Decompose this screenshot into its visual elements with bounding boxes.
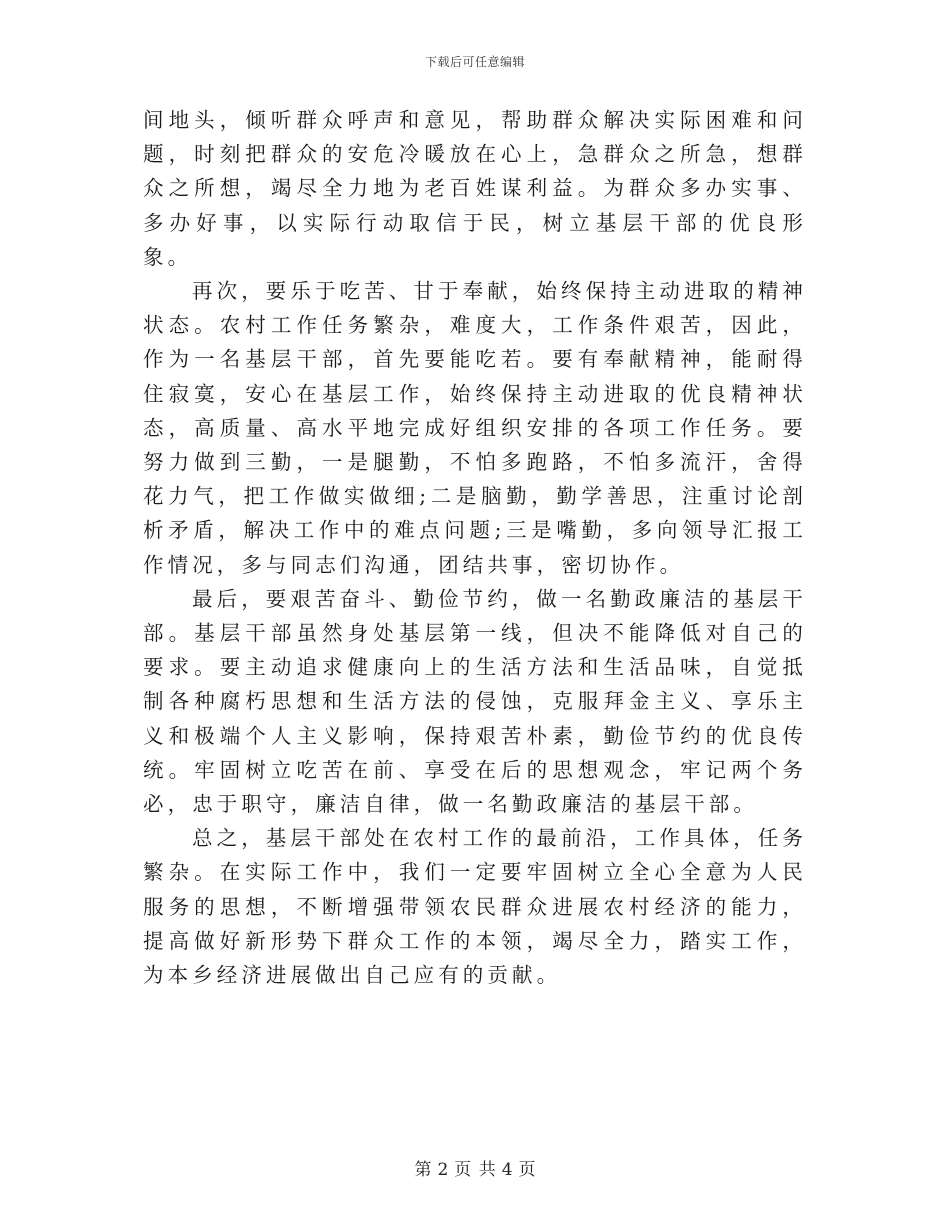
paragraph-conclusion: 总之，基层干部处在农村工作的最前沿，工作具体，任务繁杂。在实际工作中，我们一定要牢固树立全心全意为人民服务的思想，不断增强带领农民群众进展农村经济的能力，提高做好新形势下群众工作的本领，竭尽全力，踏实工作，为本乡经济进展做出自己应有的贡献。: [143, 826, 807, 988]
footer-mid: 页 共: [454, 1160, 496, 1180]
total-pages-number: 4: [501, 1160, 513, 1180]
paragraph-hard-work: 再次，要乐于吃苦、甘于奉献，始终保持主动进取的精神状态。农村工作任务繁杂，难度大，工作条件艰苦，因此，作为一名基层干部，首先要能吃若。要有奉献精神，能耐得住寂寞，安心在基层工作，始终保持主动进取的优良精神状态，高质量、高水平地完成好组织安排的各项工作任务。要努力做到三勤，一是腿勤，不怕多跑路，不怕多流汗，舍得花力气，把工作做实做细;二是脑勤，勤学善思，注重讨论剖析矛盾，解决工作中的难点问题;三是嘴勤，多向领导汇报工作情况，多与同志们沟通，团结共事，密切协作。: [143, 279, 807, 577]
page-footer: [0, 1155, 950, 1180]
footer-suffix: 页: [518, 1160, 536, 1180]
page-header: 下载后可任意编辑: [424, 55, 525, 69]
document-body: [143, 103, 807, 992]
footer-prefix: 第: [414, 1160, 432, 1180]
paragraph-continuation: 间地头，倾听群众呼声和意见，帮助群众解决实际困难和问题，时刻把群众的安危冷暖放在心上，急群众之所急，想群众之所想，竭尽全力地为老百姓谋利益。为群众多办实事、多办好事，以实际行动取信于民，树立基层干部的优良形象。: [143, 108, 807, 269]
paragraph-integrity: 最后，要艰苦奋斗、勤俭节约，做一名勤政廉洁的基层干部。基层干部虽然身处基层第一线，但决不能降低对自己的要求。要主动追求健康向上的生活方法和生活品味，自觉抵制各种腐朽思想和生活方法的侵蚀，克服拜金主义、享乐主义和极端个人主义影响，保持艰苦朴素，勤俭节约的优良传统。牢固树立吃苦在前、享受在后的思想观念，牢记两个务必，忠于职守，廉洁自律，做一名勤政廉洁的基层干部。: [143, 586, 807, 817]
current-page-number: 2: [437, 1160, 449, 1180]
